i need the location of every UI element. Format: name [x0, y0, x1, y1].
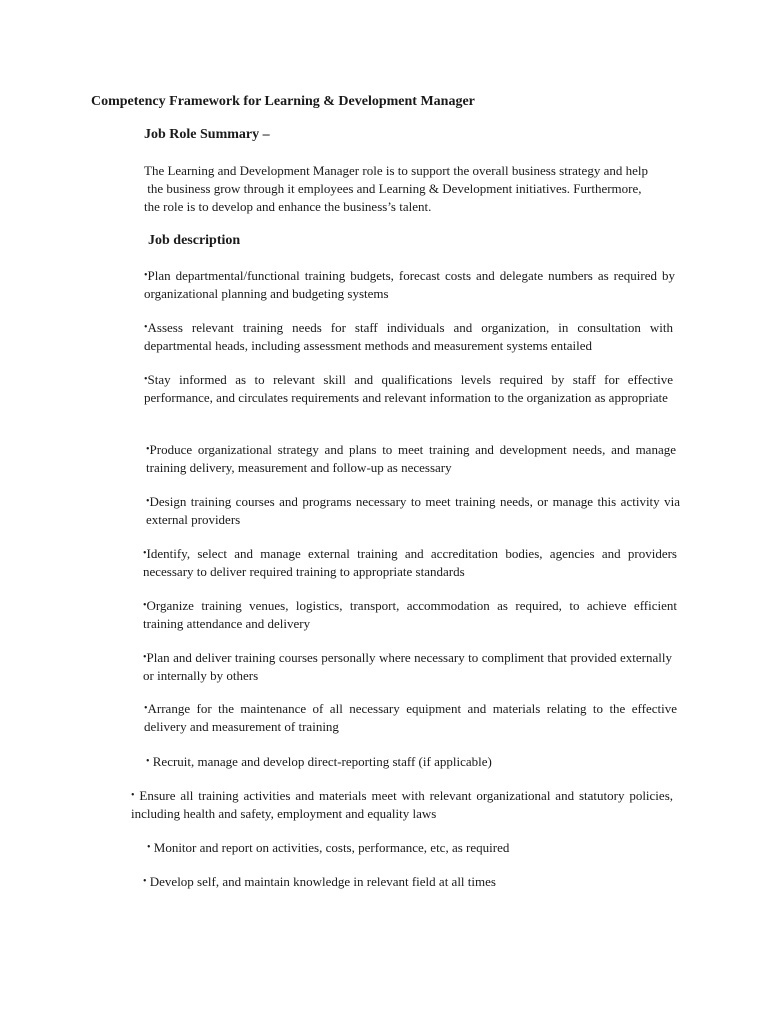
list-item-text: Plan departmental/functional training budgets, forecast costs and delegate numbers as required by organizational planning and budgeting systems [144, 268, 675, 301]
list-item-text: Ensure all training activities and materials meet with relevant organizational and statutory policies, including health and safety, employment and equality laws [131, 788, 673, 821]
list-item-text: Design training courses and programs necessary to meet training needs, or manage this activity via external providers [146, 494, 680, 527]
list-item-text: Stay informed as to relevant skill and qualifications levels required by staff for effective performance, and circulates requirements and relevant information to the organization as appropriate [144, 372, 673, 405]
bullet-icon: • [143, 548, 147, 559]
list-item [144, 267, 675, 303]
bullet-icon: • [144, 703, 148, 714]
list-item [143, 649, 672, 685]
bullet-icon: • [146, 444, 150, 455]
list-item-text: Produce organizational strategy and plans to meet training and development needs, and manage training delivery, measurement and follow-up as necessary [146, 442, 676, 475]
bullet-icon: • [131, 790, 135, 801]
list-item-text: Arrange for the maintenance of all necessary equipment and materials relating to the effective delivery and measurement of training [144, 701, 677, 734]
bullet-icon: • [143, 876, 147, 887]
bullet-icon: • [143, 600, 147, 611]
bullet-icon: • [146, 756, 150, 767]
list-item-text: Identify, select and manage external training and accreditation bodies, agencies and providers necessary to deliver required training to appropriate standards [143, 546, 677, 579]
bullet-icon: • [144, 270, 148, 281]
list-item [131, 787, 673, 823]
summary-line: the business grow through it employees and Learning & Development initiatives. Furthermore, [144, 181, 642, 196]
list-item [146, 493, 680, 529]
list-item-text: Monitor and report on activities, costs, performance, etc, as required [153, 840, 510, 855]
list-item-text: Organize training venues, logistics, transport, accommodation as required, to achieve efficient training attendance and delivery [143, 598, 677, 631]
bullet-icon: • [146, 496, 150, 507]
list-item-text: Recruit, manage and develop direct-reporting staff (if applicable) [152, 754, 492, 769]
list-item-text: Develop self, and maintain knowledge in relevant field at all times [149, 874, 496, 889]
bullet-icon: • [143, 652, 147, 663]
bullet-icon: • [144, 322, 148, 333]
list-item [144, 371, 673, 407]
list-item [143, 873, 677, 891]
list-item [143, 597, 677, 633]
bullet-icon: • [144, 374, 148, 385]
summary-heading: Job Role Summary – [144, 127, 270, 142]
document-title: Competency Framework for Learning & Development Manager [91, 94, 475, 109]
list-item [147, 839, 677, 857]
description-heading: Job description [148, 233, 241, 248]
list-item [144, 700, 677, 736]
list-item-text: Assess relevant training needs for staff individuals and organization, in consultation with departmental heads, including assessment methods and measurement systems entailed [144, 320, 673, 353]
bullet-icon: • [147, 842, 151, 853]
list-item-text: Plan and deliver training courses personally where necessary to compliment that provided externally or internally by others [143, 650, 672, 683]
list-item [146, 753, 676, 771]
list-item [143, 545, 677, 581]
list-item [146, 441, 676, 477]
summary-line: the role is to develop and enhance the business’s talent. [144, 199, 432, 214]
list-item [144, 319, 673, 355]
summary-line: The Learning and Development Manager role is to support the overall business strategy and help [144, 163, 648, 178]
